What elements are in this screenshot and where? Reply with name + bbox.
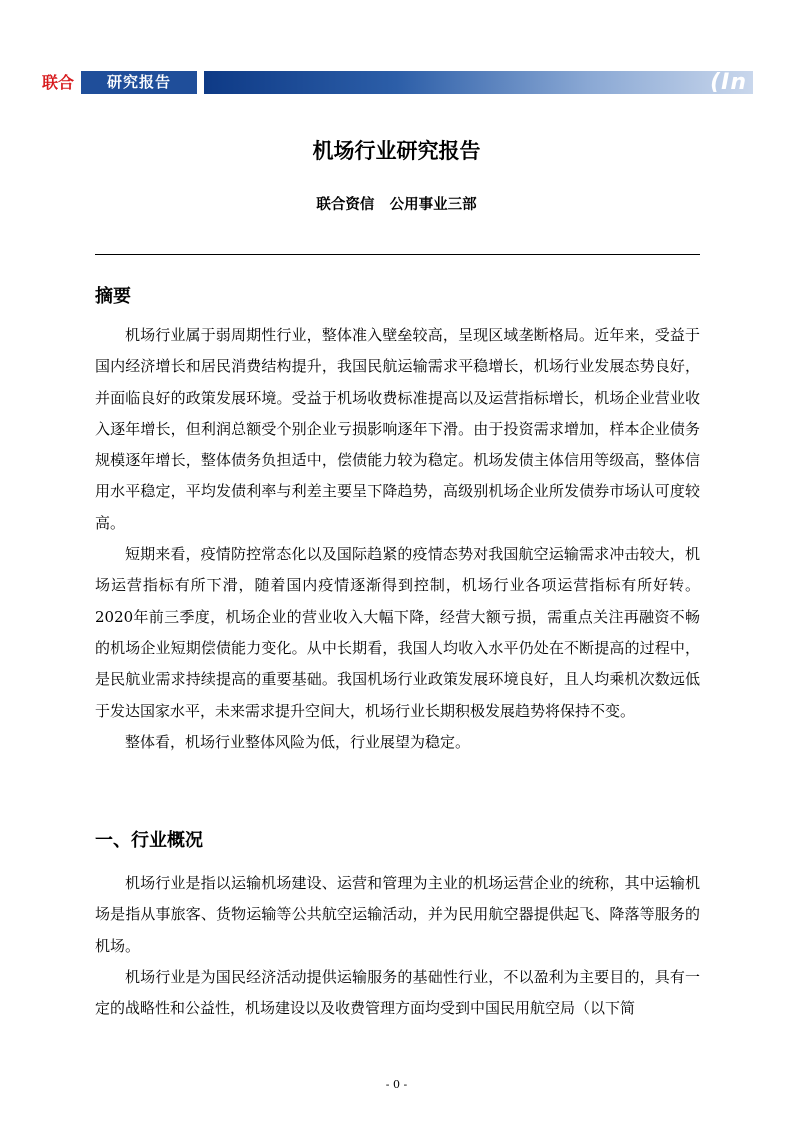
brand-report-label: 研究报告 xyxy=(81,71,197,94)
section-paragraph: 机场行业是指以运输机场建设、运营和管理为主业的机场运营企业的统称，其中运输机场是指从事旅客、货物运输等公共航空运输活动，并为民用航空器提供起飞、降落等服务的机场。 xyxy=(95,874,700,955)
abstract-paragraph: 机场行业属于弱周期性行业，整体准入壁垒较高，呈现区域垄断格局。近年来，受益于国内经济增长和居民消费结构提升，我国民航运输需求平稳增长，机场行业发展态势良好，并面临良好的政策发展环境。受益于机场收费标准提高以及运营指标增长，机场企业营业收入逐年增长，但利润总额受个别企业亏损影响逐年下滑。由于投资需求增加，样本企业债务规模逐年增长，整体债务负担适中，偿债能力较为稳定。机场发债主体信用等级高，整体信用水平稳定，平均发债利率与利差主要呈下降趋势，高级别机场企业所发债券市场认可度较高。 xyxy=(95,326,700,532)
page-number: - 0 - xyxy=(385,1078,408,1091)
abstract-paragraph: 短期来看，疫情防控常态化以及国际趋紧的疫情态势对我国航空运输需求冲击较大，机场运营指标有所下滑，随着国内疫情逐渐得到控制，机场行业各项运营指标有所好转。2020年前三季度，机场企业的营业收入大幅下降，经营大额亏损，需重点关注再融资不畅的机场企业短期偿债能力变化。从中长期看，我国人均收入水平仍处在不断提高的过程中，是民航业需求持续提高的重要基础。我国机场行业政策发展环境良好，且人均乘机次数远低于发达国家水平，未来需求提升空间大，机场行业长期积极发展趋势将保持不变。 xyxy=(95,545,700,720)
document-authors: 联合资信 公用事业三部 xyxy=(316,197,477,213)
abstract-paragraph: 整体看，机场行业整体风险为低，行业展望为稳定。 xyxy=(125,732,471,751)
company-logo-icon: (In xyxy=(710,70,747,95)
section-heading-overview: 一、行业概况 xyxy=(95,830,203,851)
report-header-band xyxy=(42,70,753,96)
title-divider xyxy=(95,254,700,255)
section-overview-body xyxy=(95,868,700,1024)
abstract-heading: 摘要 xyxy=(95,286,131,307)
abstract-body xyxy=(95,320,700,758)
brand-name-red: 联合 xyxy=(42,73,75,92)
document-title: 机场行业研究报告 xyxy=(312,139,481,163)
header-gradient-bar xyxy=(204,71,753,94)
section-paragraph: 机场行业是为国民经济活动提供运输服务的基础性行业，不以盈利为主要目的，具有一定的战略性和公益性，机场建设以及收费管理方面均受到中国民用航空局（以下简 xyxy=(95,967,700,1018)
